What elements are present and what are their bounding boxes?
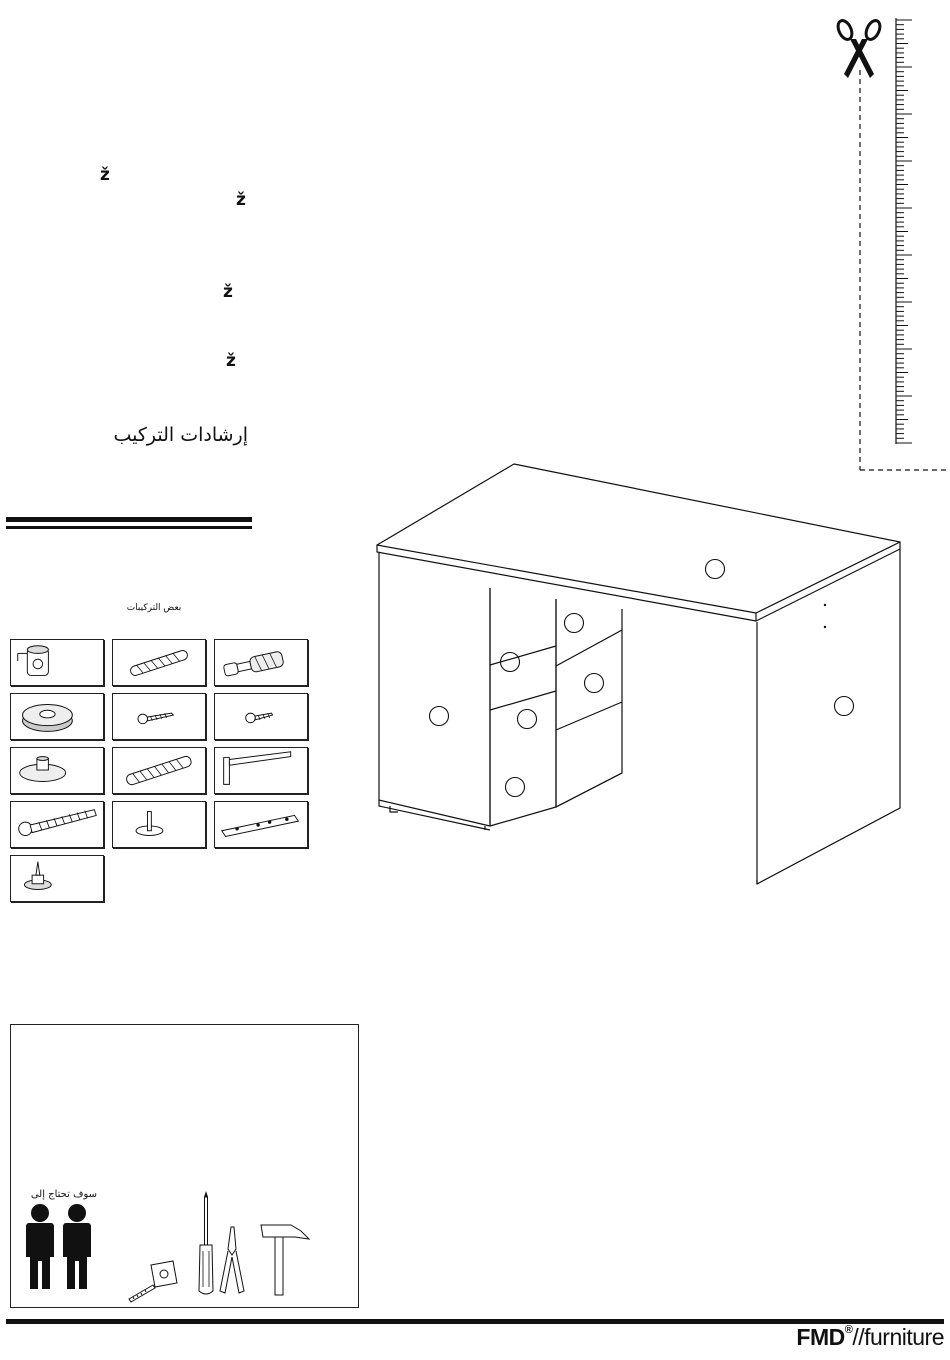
nail-foot-icon: [11, 856, 103, 901]
assembly-instructions-title: إرشادات التركيب: [113, 424, 248, 446]
fitting-cap-cover: [10, 693, 104, 740]
tape-measure-icon: [127, 1257, 183, 1303]
cam-lock-icon: [11, 640, 103, 685]
scissors-icon: [835, 18, 882, 78]
fitting-long-screw: [112, 693, 206, 740]
tools-required-panel: [10, 1024, 359, 1308]
tools-caption: سوف تحتاج إلى: [30, 1189, 97, 1200]
fitting-wooden-dowel: [112, 639, 206, 686]
glide-foot-icon: [11, 748, 103, 793]
fitting-allen-key: [214, 747, 308, 794]
header-mark-1: ž: [100, 165, 110, 185]
brand-tagline: //furniture: [852, 1324, 944, 1350]
section-divider-top: [6, 517, 252, 522]
short-screw-icon: [215, 694, 307, 739]
fitting-connector-bolt: [10, 801, 104, 848]
fitting-short-screw: [214, 693, 308, 740]
fitting-cam-bolt: [214, 639, 308, 686]
header-mark-4: ž: [226, 351, 236, 371]
two-persons-icon: [23, 1203, 95, 1291]
fitting-nail-foot: [10, 855, 104, 902]
long-dowel-icon: [113, 748, 205, 793]
fitting-glide-foot: [10, 747, 104, 794]
fitting-nail-pin: [112, 801, 206, 848]
hammer-icon: [255, 1219, 315, 1299]
desk-illustration-icon: [370, 460, 910, 890]
connector-bolt-icon: [11, 802, 103, 847]
metal-plate-icon: [215, 802, 307, 847]
brand-logo: [796, 1324, 944, 1351]
fittings-caption: بعض التركيبات: [126, 603, 182, 613]
cap-cover-icon: [11, 694, 103, 739]
cam-bolt-icon: [215, 640, 307, 685]
allen-key-icon: [215, 748, 307, 793]
pliers-icon: [217, 1225, 247, 1297]
header-mark-3: ž: [223, 282, 233, 302]
nail-pin-icon: [113, 802, 205, 847]
section-divider-bottom: [6, 526, 252, 529]
fitting-cam-lock: [10, 639, 104, 686]
header-mark-2: ž: [236, 190, 246, 210]
fitting-metal-plate: [214, 801, 308, 848]
brand-registered-mark: ®: [844, 1324, 853, 1336]
brand-name: FMD: [796, 1324, 845, 1350]
cut-line-ruler-icon: [830, 12, 948, 474]
long-screw-icon: [113, 694, 205, 739]
wooden-dowel-icon: [113, 640, 205, 685]
fitting-long-dowel: [112, 747, 206, 794]
